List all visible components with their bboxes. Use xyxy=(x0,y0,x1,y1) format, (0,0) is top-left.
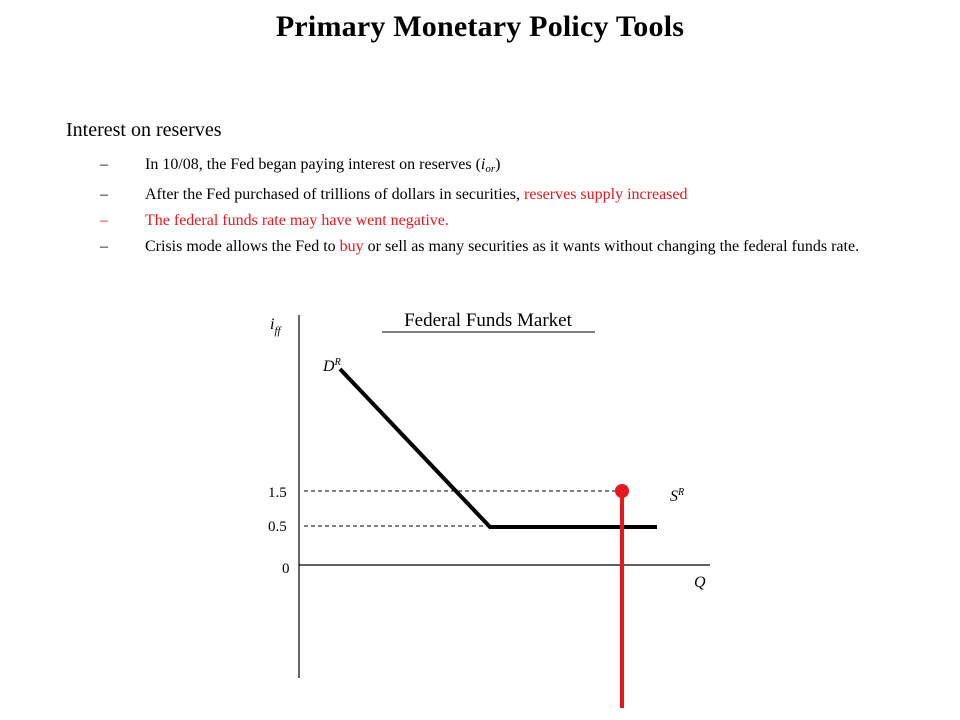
bullet-dash: – xyxy=(100,238,108,255)
diagram-title: Federal Funds Market xyxy=(404,310,572,331)
demand-curve-label: $D^R$ xyxy=(323,357,341,375)
bullet-dash: – xyxy=(100,186,108,203)
bullet-highlight: buy xyxy=(339,238,364,255)
y-tick-label: 1.5 xyxy=(268,485,287,501)
bullet-dash: – xyxy=(100,156,108,173)
bullet-text: After the Fed purchased of trillions of dollars in securities, xyxy=(145,186,525,203)
bullet-text-end: ) xyxy=(495,156,501,173)
bullet-var: i xyxy=(480,156,486,173)
y-axis-label: $i_{ff}$ xyxy=(270,316,281,337)
bullet-var-subscript: or xyxy=(485,163,496,175)
bullet-text: Crisis mode allows the Fed to xyxy=(145,238,340,255)
bullet-text: In 10/08, the Fed began paying interest on reserves ( xyxy=(145,156,481,173)
slide-title: Primary Monetary Policy Tools xyxy=(275,10,685,43)
demand-curve xyxy=(340,369,657,527)
bullet-text-end: or sell as many securities as it wants without changing the federal funds rate. xyxy=(363,238,860,255)
x-axis-label: Q xyxy=(694,574,706,591)
bullet-text: The federal funds rate may have went negative. xyxy=(145,212,449,229)
equilibrium-point xyxy=(615,484,629,498)
bullet-highlight: reserves supply increased xyxy=(524,186,688,203)
y-tick-label: 0 xyxy=(282,561,290,577)
bullet-dash: – xyxy=(100,212,108,229)
y-tick-label: 0.5 xyxy=(268,519,287,535)
section-heading: Interest on reserves xyxy=(66,119,222,141)
supply-curve-label: $S^R$ xyxy=(670,487,685,505)
